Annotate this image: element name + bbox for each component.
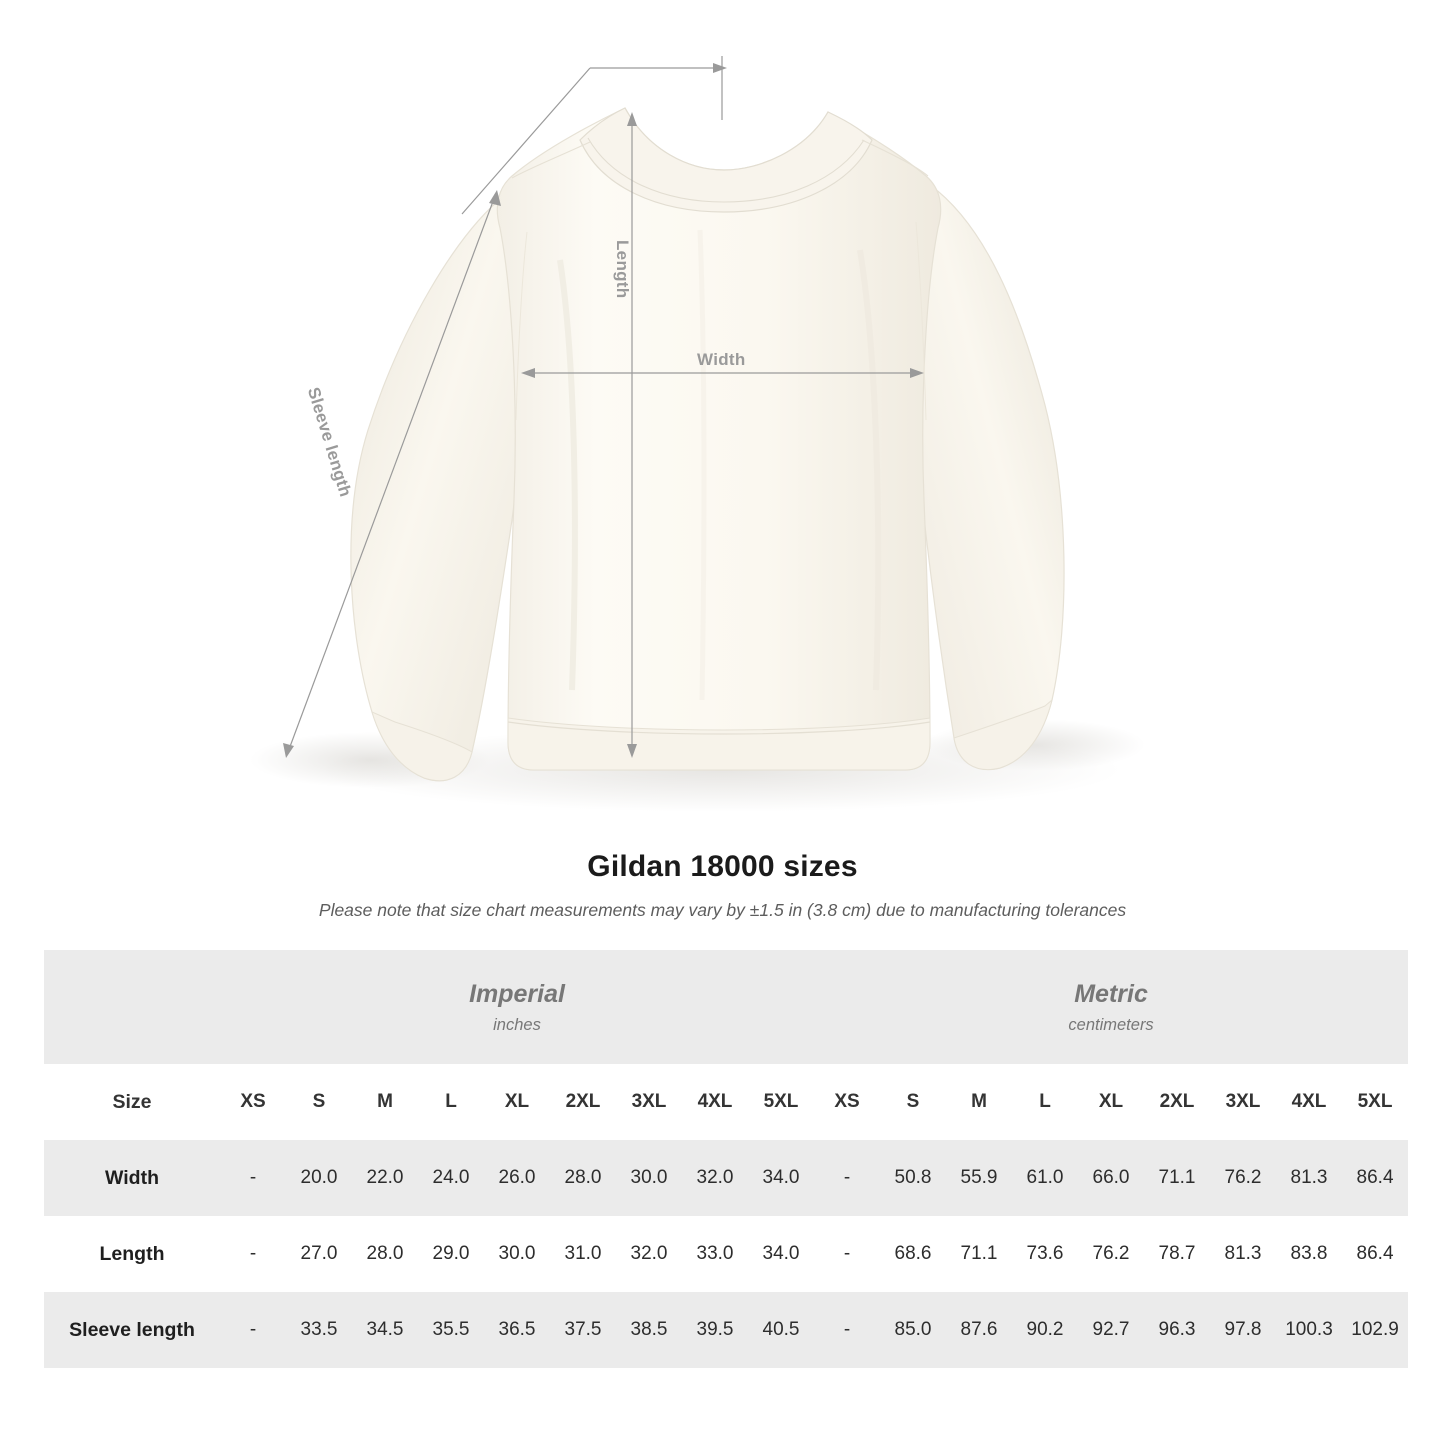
cell-length-imperial-l: 29.0 — [418, 1216, 484, 1292]
header-imperial-5xl: 5XL — [748, 1064, 814, 1140]
cell-width-imperial-5xl: 34.0 — [748, 1140, 814, 1216]
cell-width-metric-3xl: 76.2 — [1210, 1140, 1276, 1216]
cell-sleeve-imperial-s: 33.5 — [286, 1292, 352, 1368]
header-imperial-xl: XL — [484, 1064, 550, 1140]
unit-system-row — [44, 950, 1408, 1064]
cell-sleeve-imperial-m: 34.5 — [352, 1292, 418, 1368]
unit-row-spacer — [44, 950, 220, 1064]
page-title: Gildan 18000 sizes — [587, 850, 858, 883]
cell-width-metric-m: 55.9 — [946, 1140, 1012, 1216]
cell-sleeve-metric-5xl: 102.9 — [1342, 1292, 1408, 1368]
cell-sleeve-imperial-l: 35.5 — [418, 1292, 484, 1368]
table-row — [44, 1292, 1408, 1368]
cell-length-metric-5xl: 86.4 — [1342, 1216, 1408, 1292]
header-metric-5xl: 5XL — [1342, 1064, 1408, 1140]
cell-sleeve-metric-xs: - — [814, 1292, 880, 1368]
cell-width-imperial-xs: - — [220, 1140, 286, 1216]
cell-sleeve-imperial-2xl: 37.5 — [550, 1292, 616, 1368]
header-imperial-s: S — [286, 1064, 352, 1140]
imperial-unit-label: inches — [493, 1015, 541, 1034]
cell-width-metric-5xl: 86.4 — [1342, 1140, 1408, 1216]
cell-width-metric-l: 61.0 — [1012, 1140, 1078, 1216]
cell-length-imperial-4xl: 33.0 — [682, 1216, 748, 1292]
cell-length-imperial-s: 27.0 — [286, 1216, 352, 1292]
cell-width-metric-s: 50.8 — [880, 1140, 946, 1216]
row-label-sleeve-length: Sleeve length — [44, 1292, 220, 1368]
header-imperial-3xl: 3XL — [616, 1064, 682, 1140]
cell-sleeve-metric-3xl: 97.8 — [1210, 1292, 1276, 1368]
header-metric-m: M — [946, 1064, 1012, 1140]
cell-length-metric-2xl: 78.7 — [1144, 1216, 1210, 1292]
header-imperial-m: M — [352, 1064, 418, 1140]
cell-length-metric-3xl: 81.3 — [1210, 1216, 1276, 1292]
header-imperial-4xl: 4XL — [682, 1064, 748, 1140]
cell-length-imperial-5xl: 34.0 — [748, 1216, 814, 1292]
cell-length-metric-l: 73.6 — [1012, 1216, 1078, 1292]
cell-length-metric-xl: 76.2 — [1078, 1216, 1144, 1292]
size-table-wrapper — [44, 950, 1401, 1368]
cell-width-metric-xs: - — [814, 1140, 880, 1216]
cell-length-imperial-xs: - — [220, 1216, 286, 1292]
cell-width-imperial-l: 24.0 — [418, 1140, 484, 1216]
cell-sleeve-metric-2xl: 96.3 — [1144, 1292, 1210, 1368]
sleeve-length-measure-label: Sleeve length — [303, 385, 356, 500]
header-imperial-2xl: 2XL — [550, 1064, 616, 1140]
cell-length-metric-xs: - — [814, 1216, 880, 1292]
cell-sleeve-imperial-xl: 36.5 — [484, 1292, 550, 1368]
cell-sleeve-metric-4xl: 100.3 — [1276, 1292, 1342, 1368]
cell-sleeve-imperial-3xl: 38.5 — [616, 1292, 682, 1368]
imperial-system-label: Imperial — [469, 979, 565, 1008]
cell-length-imperial-xl: 30.0 — [484, 1216, 550, 1292]
header-size: Size — [44, 1064, 220, 1140]
cell-length-metric-4xl: 83.8 — [1276, 1216, 1342, 1292]
header-metric-2xl: 2XL — [1144, 1064, 1210, 1140]
cell-sleeve-imperial-xs: - — [220, 1292, 286, 1368]
cell-width-imperial-2xl: 28.0 — [550, 1140, 616, 1216]
cell-length-imperial-2xl: 31.0 — [550, 1216, 616, 1292]
cell-width-metric-4xl: 81.3 — [1276, 1140, 1342, 1216]
length-measure-label: Length — [613, 240, 632, 299]
header-metric-3xl: 3XL — [1210, 1064, 1276, 1140]
size-chart-table — [44, 950, 1408, 1368]
size-header-row — [44, 1064, 1408, 1140]
header-imperial-l: L — [418, 1064, 484, 1140]
width-measure-label: Width — [697, 350, 746, 369]
table-row — [44, 1140, 1408, 1216]
metric-unit-label: centimeters — [1068, 1015, 1154, 1034]
imperial-unit-cell — [220, 950, 814, 1064]
cell-sleeve-metric-s: 85.0 — [880, 1292, 946, 1368]
header-metric-xs: XS — [814, 1064, 880, 1140]
header-metric-s: S — [880, 1064, 946, 1140]
cell-sleeve-metric-l: 90.2 — [1012, 1292, 1078, 1368]
cell-length-metric-s: 68.6 — [880, 1216, 946, 1292]
header-imperial-xs: XS — [220, 1064, 286, 1140]
cell-sleeve-metric-xl: 92.7 — [1078, 1292, 1144, 1368]
cell-width-imperial-xl: 26.0 — [484, 1140, 550, 1216]
header-metric-xl: XL — [1078, 1064, 1144, 1140]
row-label-width: Width — [44, 1140, 220, 1216]
cell-width-imperial-3xl: 30.0 — [616, 1140, 682, 1216]
header-metric-l: L — [1012, 1064, 1078, 1140]
row-label-length: Length — [44, 1216, 220, 1292]
title-block — [0, 850, 1445, 921]
cell-sleeve-imperial-4xl: 39.5 — [682, 1292, 748, 1368]
cell-width-imperial-4xl: 32.0 — [682, 1140, 748, 1216]
cell-width-metric-xl: 66.0 — [1078, 1140, 1144, 1216]
cell-sleeve-metric-m: 87.6 — [946, 1292, 1012, 1368]
metric-system-label: Metric — [1074, 979, 1148, 1008]
tolerance-note: Please note that size chart measurements may vary by ±1.5 in (3.8 cm) due to manufacturing tolerances — [318, 900, 1127, 920]
metric-unit-cell — [814, 950, 1408, 1064]
table-row — [44, 1216, 1408, 1292]
cell-length-imperial-m: 28.0 — [352, 1216, 418, 1292]
cell-width-imperial-s: 20.0 — [286, 1140, 352, 1216]
cell-sleeve-imperial-5xl: 40.5 — [748, 1292, 814, 1368]
cell-length-imperial-3xl: 32.0 — [616, 1216, 682, 1292]
header-metric-4xl: 4XL — [1276, 1064, 1342, 1140]
cell-width-imperial-m: 22.0 — [352, 1140, 418, 1216]
cell-width-metric-2xl: 71.1 — [1144, 1140, 1210, 1216]
cell-length-metric-m: 71.1 — [946, 1216, 1012, 1292]
